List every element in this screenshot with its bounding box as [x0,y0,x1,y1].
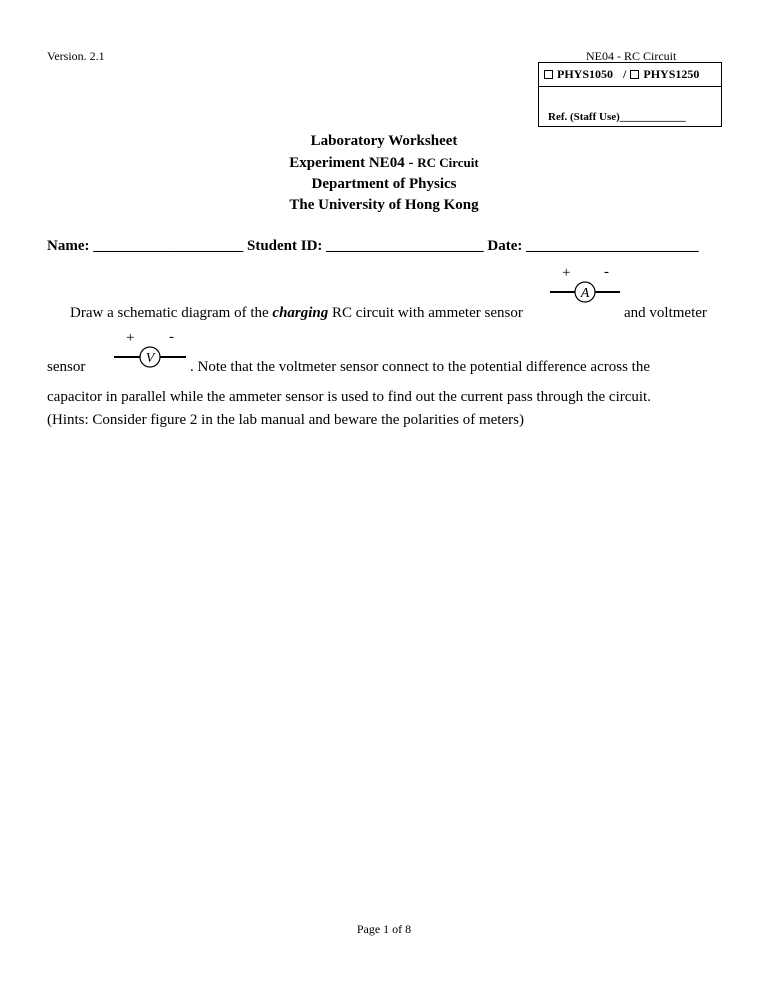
title-rc-circuit: RC Circuit [417,155,479,170]
ammeter-plus: + [562,265,571,281]
instruction-line-2: . Note that the voltmeter sensor connect to the potential difference across the [190,359,650,375]
title-experiment: Experiment NE04 - [289,155,418,171]
ref-staff-use: Ref. (Staff Use)____________ [548,111,686,123]
instr-text: Draw a schematic diagram of the [70,305,273,321]
instr-emphasis: charging [272,305,329,321]
phys1250-checkbox[interactable] [630,70,639,79]
version-label: Version. 2.1 [47,49,105,63]
course-separator: / [623,67,627,81]
title-line-4: The University of Hong Kong [289,197,479,213]
course-checkbox-row [539,63,721,87]
title-line-2 [0,152,768,174]
instruction-line-1-end: and voltmeter [624,305,707,321]
ammeter-symbol [548,265,622,314]
voltmeter-letter: V [145,351,155,366]
course-code-label: NE04 - RC Circuit [586,49,677,63]
title-line-3: Department of Physics [311,176,457,192]
instruction-line-3: capacitor in parallel while the ammeter sensor is used to find out the current pass through the circuit. [47,389,651,405]
course-ref-box [538,62,722,127]
name-id-date-line[interactable]: Name: ____________________ Student ID: _____________________ Date: _______________________ [47,238,699,254]
ammeter-letter: A [580,286,590,301]
title-line-1: Laboratory Worksheet [310,133,458,149]
phys1050-checkbox[interactable] [544,70,553,79]
instruction-line-1 [70,301,523,325]
instr-text: RC circuit with ammeter sensor [328,305,523,321]
voltmeter-symbol [112,330,190,379]
worksheet-title [0,131,768,216]
phys1250-label: PHYS1250 [643,67,700,81]
instruction-line-4: (Hints: Consider figure 2 in the lab manual and beware the polarities of meters) [47,412,524,428]
phys1050-label: PHYS1050 [557,67,614,81]
ammeter-minus: - [604,265,609,280]
instruction-sensor-word: sensor [47,359,86,375]
page-number: Page 1 of 8 [356,922,412,936]
voltmeter-minus: - [169,330,174,345]
voltmeter-plus: + [126,330,135,346]
